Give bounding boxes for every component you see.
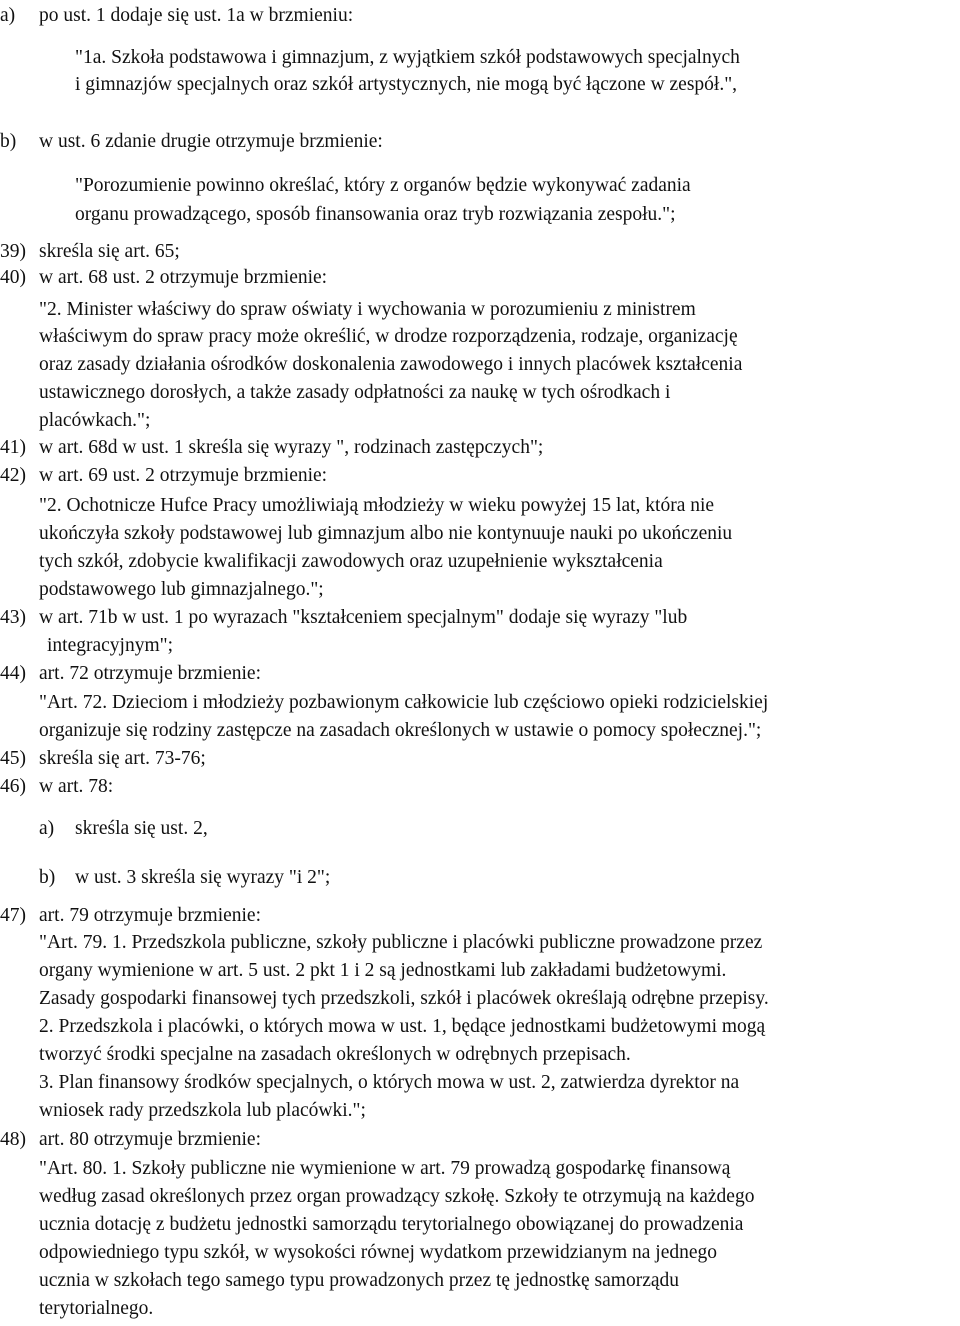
item-label: 40) <box>0 267 26 288</box>
sub-item-label: b) <box>39 867 56 888</box>
item-label: 45) <box>0 748 26 769</box>
quoted-text: 2. Przedszkola i placówki, o których mowa w ust. 1, będące jednostkami budżetowymi mogą <box>39 1016 766 1037</box>
item-label: 42) <box>0 465 26 486</box>
quoted-text: "Porozumienie powinno określać, który z organów będzie wykonywać zadania <box>75 175 691 196</box>
item-text: art. 79 otrzymuje brzmienie: <box>39 905 262 926</box>
quoted-text: "Art. 80. 1. Szkoły publiczne nie wymienione w art. 79 prowadzą gospodarkę finansową <box>39 1158 731 1179</box>
quoted-text: organu prowadzącego, sposób finansowania oraz tryb rozwiązania zespołu."; <box>75 204 676 225</box>
item-text: skreśla się art. 65; <box>39 241 180 262</box>
item-label: 43) <box>0 607 26 628</box>
item-label: 46) <box>0 776 26 797</box>
item-label: 44) <box>0 663 26 684</box>
sub-item-label: a) <box>39 818 55 839</box>
item-text: skreśla się art. 73-76; <box>39 748 206 769</box>
item-text: w art. 69 ust. 2 otrzymuje brzmienie: <box>39 465 328 486</box>
quoted-text: ucznia dotację z budżetu jednostki samorządu terytorialnego obowiązanej do prowadzenia <box>39 1214 744 1235</box>
item-label: 41) <box>0 437 26 458</box>
quoted-text: tych szkół, zdobycie kwalifikacji zawodowych oraz uzupełnienie wykształcenia <box>39 551 663 572</box>
quoted-text: "Art. 79. 1. Przedszkola publiczne, szkoły publiczne i placówki publiczne prowadzone przez <box>39 932 763 953</box>
item-text: w art. 68 ust. 2 otrzymuje brzmienie: <box>39 267 328 288</box>
item-text: w art. 68d w ust. 1 skreśla się wyrazy ", rodzinach zastępczych"; <box>39 437 544 458</box>
quoted-text: właściwym do spraw pracy może określić, w drodze rozporządzenia, rodzaje, organizację <box>39 326 738 347</box>
quoted-text: "1a. Szkoła podstawowa i gimnazjum, z wyjątkiem szkół podstawowych specjalnych <box>75 47 740 68</box>
quoted-text: organy wymienione w art. 5 ust. 2 pkt 1 i 2 są jednostkami lub zakładami budżetowymi. <box>39 960 727 981</box>
quoted-text: i gimnazjów specjalnych oraz szkół artystycznych, nie mogą być łączone w zespół.", <box>75 74 738 95</box>
quoted-text: placówkach."; <box>39 410 151 431</box>
quoted-text: Zasady gospodarki finansowej tych przedszkoli, szkół i placówek określają odrębne przepisy. <box>39 988 769 1009</box>
item-text: po ust. 1 dodaje się ust. 1a w brzmieniu: <box>39 5 354 26</box>
sub-item-text: w ust. 3 skreśla się wyrazy "i 2"; <box>75 867 331 888</box>
quoted-text: ustawicznego dorosłych, a także zasady odpłatności za naukę w tych ośrodkach i <box>39 382 671 403</box>
quoted-text: tworzyć środki specjalne na zasadach określonych w odrębnych przepisach. <box>39 1044 631 1065</box>
quoted-text: według zasad określonych przez organ prowadzący szkołę. Szkoły te otrzymują na każdego <box>39 1186 755 1207</box>
item-label: 47) <box>0 905 26 926</box>
quoted-text: podstawowego lub gimnazjalnego."; <box>39 579 324 600</box>
item-text: w art. 78: <box>39 776 114 797</box>
quoted-text: ukończyła szkoły podstawowej lub gimnazjum albo nie kontynuuje nauki po ukończeniu <box>39 523 733 544</box>
item-text-continued: integracyjnym"; <box>47 635 174 656</box>
quoted-text: wniosek rady przedszkola lub placówki."; <box>39 1100 366 1121</box>
quoted-text: terytorialnego. <box>39 1298 154 1319</box>
quoted-text: organizuje się rodziny zastępcze na zasadach określonych w ustawie o pomocy społecznej."; <box>39 720 762 741</box>
item-text: w art. 71b w ust. 1 po wyrazach "kształceniem specjalnym" dodaje się wyrazy "lub <box>39 607 688 628</box>
sub-item-text: skreśla się ust. 2, <box>75 818 208 839</box>
item-text: w ust. 6 zdanie drugie otrzymuje brzmienie: <box>39 131 383 152</box>
item-text: art. 72 otrzymuje brzmienie: <box>39 663 262 684</box>
quoted-text: ucznia w szkołach tego samego typu prowadzonych przez tę jednostkę samorządu <box>39 1270 680 1291</box>
item-label: 39) <box>0 241 26 262</box>
quoted-text: "2. Minister właściwy do spraw oświaty i wychowania w porozumieniu z ministrem <box>39 299 696 320</box>
quoted-text: "2. Ochotnicze Hufce Pracy umożliwiają młodzieży w wieku powyżej 15 lat, która nie <box>39 495 715 516</box>
quoted-text: oraz zasady działania ośrodków doskonalenia zawodowego i innych placówek kształcenia <box>39 354 743 375</box>
quoted-text: odpowiedniego typu szkół, w wysokości równej wydatkom przewidzianym na jednego <box>39 1242 718 1263</box>
quoted-text: "Art. 72. Dzieciom i młodzieży pozbawionym całkowicie lub częściowo opieki rodzicielskiej <box>39 692 769 713</box>
item-text: art. 80 otrzymuje brzmienie: <box>39 1129 262 1150</box>
item-label: 48) <box>0 1129 26 1150</box>
quoted-text: 3. Plan finansowy środków specjalnych, o których mowa w ust. 2, zatwierdza dyrektor na <box>39 1072 740 1093</box>
item-label: a) <box>0 5 16 26</box>
item-label: b) <box>0 131 17 152</box>
